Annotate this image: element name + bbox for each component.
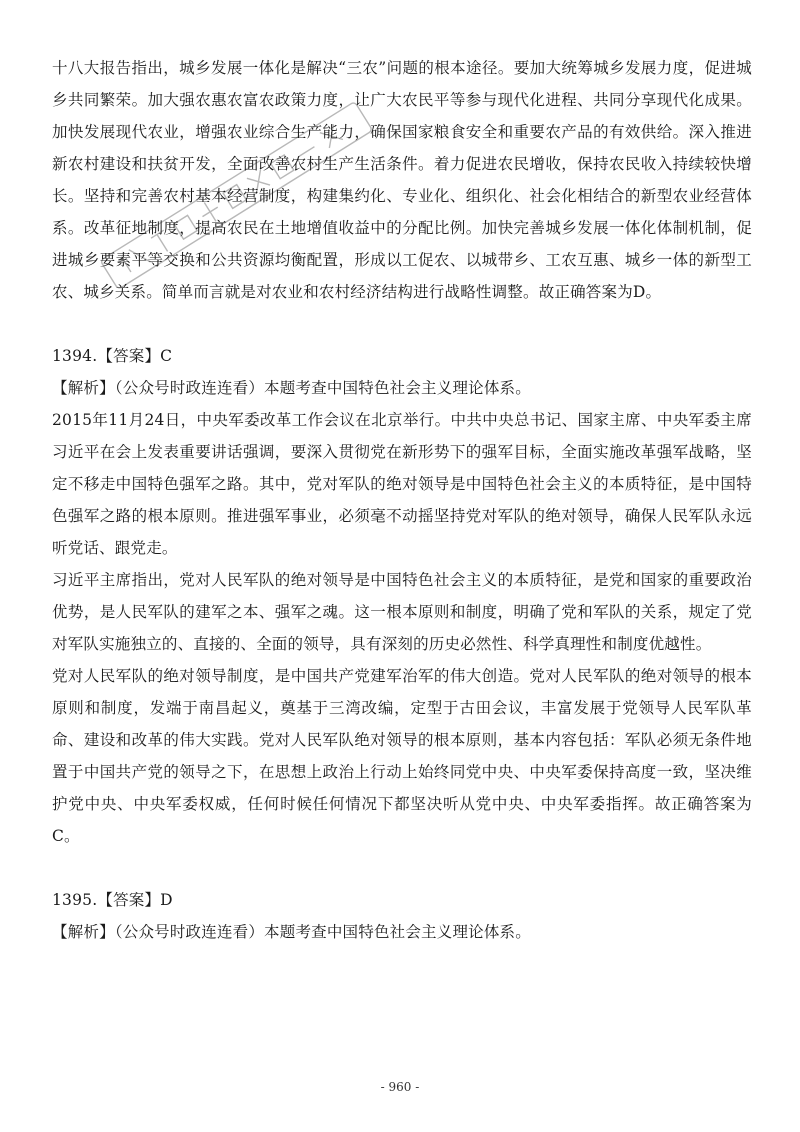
analysis-1395: 【解析】（公众号时政连连看）本题考查中国特色社会主义理论体系。 xyxy=(52,923,531,941)
paragraph-1394-2: 习近平主席指出，党对人民军队的绝对领导是中国特色社会主义的本质特征，是党和国家的重要政治优势，是人民军队的建军之本、强军之魂。这一根本原则和制度，明确了党和军队的关系，规定了党对军队实施独立的、直接的、全面的领导，具有深刻的历史必然性、科学真理性和制度优越性。 xyxy=(52,571,752,653)
paragraph-1394-3: 党对人民军队的绝对领导制度，是中国共产党建军治军的伟大创造。党对人民军队的绝对领导的根本原则和制度，发端于南昌起义，奠基于三湾改编，定型于古田会议，丰富发展于党领导人民军队革命、建设和改革的伟大实践。党对人民军队绝对领导的根本原则，基本内容包括：军队必须无条件地置于中国共产党的领导之下，在思想上政治上行动上始终同党中央、中央军委保持高度一致，坚决维护党中央、中央军委权威，任何时候任何情况下都坚决听从党中央、中央军委指挥。故正确答案为C。 xyxy=(52,667,752,845)
page-number: - 960 - xyxy=(380,1080,420,1094)
answer-1395: 1395.【答案】D xyxy=(52,891,173,909)
paragraph-1394-1: 2015年11月24日，中央军委改革工作会议在北京举行。中共中央总书记、国家主席、中央军委主席习近平在会上发表重要讲话强调，要深入贯彻党在新形势下的强军目标，全面实施改革强军战略，坚定不移走中国特色强军之路。其中，党对军队的绝对领导是中国特色社会主义的本质特征，是中国特色强军之路的根本原则。推进强军事业，必须毫不动摇坚持党对军队的绝对领导，确保人民军队永远听党话、跟党走。 xyxy=(52,411,752,557)
section-gap xyxy=(52,308,752,340)
intro-paragraph: 十八大报告指出，城乡发展一体化是解决“三农”问题的根本途径。要加大统筹城乡发展力度，促进城乡共同繁荣。加大强农惠农富农政策力度，让广大农民平等参与现代化进程、共同分享现代化成果。加快发展现代农业，增强农业综合生产能力，确保国家粮食安全和重要农产品的有效供给。深入推进新农村建设和扶贫开发，全面改善农村生产生活条件。着力促进农民增收，保持农民收入持续较快增长。坚持和完善农村基本经营制度，构建集约化、专业化、组织化、社会化相结合的新型农业经营体系。改革征地制度，提高农民在土地增值收益中的分配比例。加快完善城乡发展一体化体制机制，促进城乡要素平等交换和公共资源均衡配置，形成以工促农、以城带乡、工农互惠、城乡一体的新型工农、城乡关系。简单而言就是对农业和农村经济结构进行战略性调整。故正确答案为D。 xyxy=(52,59,752,301)
section-gap xyxy=(52,852,752,884)
answer-1394: 1394.【答案】C xyxy=(52,347,173,365)
document-body xyxy=(52,52,752,948)
analysis-1394: 【解析】（公众号时政连连看）本题考查中国特色社会主义理论体系。 xyxy=(52,379,531,397)
